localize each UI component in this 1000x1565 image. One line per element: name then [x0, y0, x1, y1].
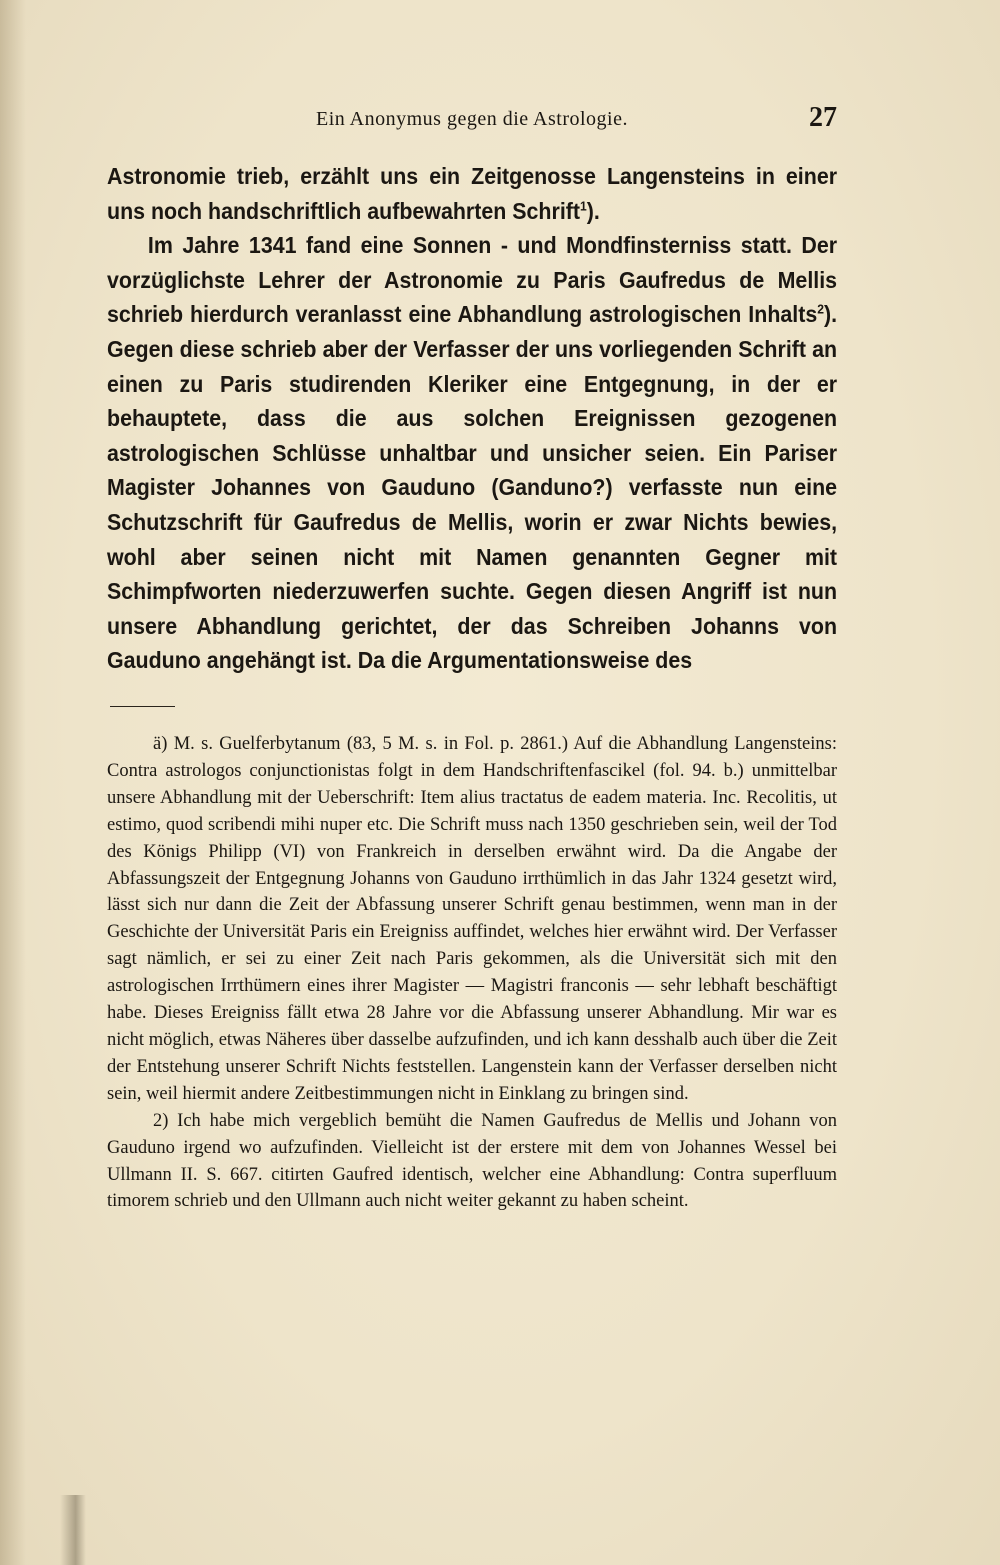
paragraph-2-text-b: ). Gegen diese schrieb aber der Verfasser der uns vorliegenden Schrift an einen zu Paris studirenden Kleriker eine Entgegnung, in der er behauptete, dass die aus solchen Ereignissen gezogenen astrologischen Schlüsse unhaltbar und unsicher seien. Ein Pariser Magister Johannes von Gauduno (Ganduno?) verfasste nun eine Schutzschrift für Gaufredus de Mellis, worin er zwar Nichts bewies, wohl aber seinen nicht mit Namen genannten Gegner mit Schimpfworten niederzuwerfen suchte. Gegen diesen Angriff ist nun unsere Abhandlung gerichtet, der das Schreiben Johanns von Gauduno angehängt ist. Da die Argumentationsweise des — [107, 301, 838, 674]
paragraph-2-text-a: Im Jahre 1341 fand eine Sonnen - und Mondfinsterniss statt. Der vorzüglichste Lehrer der Astronomie zu Paris Gaufredus de Mellis schrieb hierdurch veranlasst eine Abhandlung astrologischen Inhalts — [107, 232, 838, 328]
footnote-rule — [110, 706, 175, 707]
page-fold-mark — [60, 1495, 86, 1565]
page-number: 27 — [809, 102, 837, 133]
footnote-ref-1: 1 — [580, 197, 587, 213]
main-text — [107, 159, 837, 678]
footnotes — [107, 731, 837, 1215]
footnote-1: ä) M. s. Guelferbytanum (83, 5 M. s. in Fol. p. 2861.) Auf die Abhandlung Langensteins: Contra astrologos conjunctionistas folgt in dem Handschriftenfascikel (fol. 94. b.) unmittelbar unsere Abhandlung mit der Ueberschrift: Item alius tractatus de eadem materia. Inc. Recolitis, ut estimo, quod scribendi mihi nuper etc. Die Schrift muss nach 1350 geschrieben sein, weil der Tod des Königs Philipp (VI) von Frankreich in derselben erwähnt wird. Da die Angabe der Abfassungszeit der Entgegnung Johanns von Gauduno irrthümlich in das Jahr 1324 gesetzt wird, lässt sich nur dann die Zeit der Abfassung unserer Schrift genau bestimmen, wenn man in der Geschichte der Universität Paris ein Ereigniss auffindet, welches hier erwähnt wird. Der Verfasser sagt nämlich, er sei zu einer Zeit nach Paris gekommen, als die Universität sich mit den astrologischen Irrthümern eines ihrer Magister — Magistri franconis — sehr lebhaft beschäftigt habe. Dieses Ereigniss fällt etwa 28 Jahre vor die Abfassung unserer Abhandlung. Mir war es nicht möglich, etwas Näheres über dasselbe aufzufinden, und ich kann desshalb auch über die Zeit der Entstehung unserer Schrift Nichts feststellen. Langenstein kann der Verfasser derselben nicht sein, weil hiermit andere Zeitbestimmungen nicht in Einklang zu bringen sind. — [107, 734, 837, 1104]
running-title: Ein Anonymus gegen die Astrologie. — [316, 108, 628, 130]
spine-shadow — [0, 0, 26, 1565]
paragraph-1 — [107, 159, 837, 228]
paragraph-1-text: Astronomie trieb, erzählt uns ein Zeitgenosse Langensteins in einer uns noch handschriftlich aufbewahrten Schrift — [107, 163, 838, 224]
paragraph-1-end: ). — [586, 197, 600, 224]
footnote-ref-2: 2 — [817, 301, 824, 317]
running-head — [107, 102, 837, 138]
paragraph-2 — [107, 228, 837, 678]
footnote-2: 2) Ich habe mich vergeblich bemüht die Namen Gaufredus de Mellis und Johann von Gauduno irgend wo aufzufinden. Vielleicht ist der erstere mit dem von Johannes Wessel bei Ullmann II. S. 667. citirten Gaufred identisch, welcher eine Abhandlung: Contra superfluum timorem schrieb und den Ullmann auch nicht weiter gekannt zu haben scheint. — [107, 1110, 837, 1212]
